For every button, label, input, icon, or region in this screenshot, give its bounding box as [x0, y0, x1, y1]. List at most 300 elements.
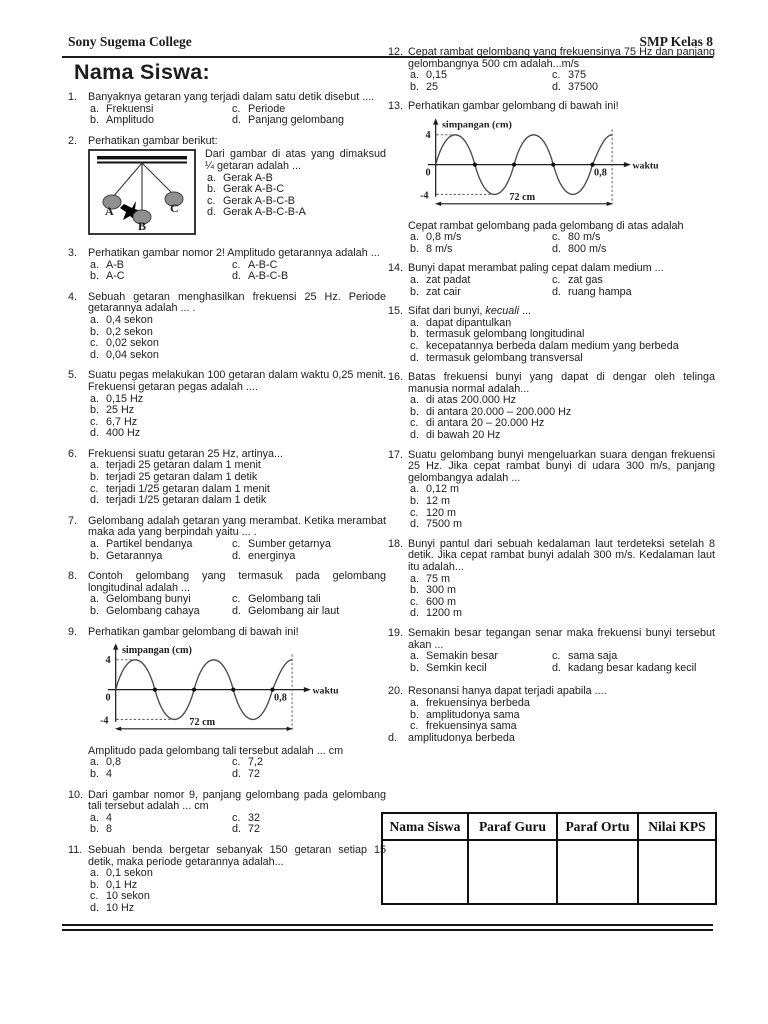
question-text: Resonansi hanya dapat terjadi apabila .... — [408, 685, 607, 698]
option-text: 0,15 Hz — [106, 392, 144, 405]
pendulum-diagram — [88, 149, 196, 235]
option — [408, 341, 715, 353]
option — [88, 551, 230, 563]
question — [388, 539, 715, 620]
options — [388, 696, 715, 744]
span-arrow-right-icon — [607, 202, 613, 206]
zero-crossing-dot — [192, 688, 196, 692]
option — [88, 824, 230, 836]
option-letter: d. — [232, 605, 242, 617]
option-text: 0,4 sekon — [106, 313, 153, 326]
option — [230, 271, 386, 283]
question-side-text: Dari gambar di atas yang dimaksud ¼ getaran adalah ... — [205, 148, 386, 172]
y-min-tick: -4 — [100, 715, 109, 727]
y-min-tick: -4 — [420, 190, 429, 202]
wave-graph — [418, 116, 658, 214]
option — [550, 275, 715, 287]
option-letter: c. — [410, 339, 419, 352]
table-header-cell: Paraf Ortu — [557, 813, 638, 840]
option-letter: c. — [232, 102, 241, 115]
question-number: 9. — [68, 625, 78, 638]
option-letter: b. — [410, 708, 420, 721]
option-letter: b. — [90, 549, 100, 562]
option-letter: c. — [232, 258, 241, 271]
option-text: sama saja — [568, 650, 618, 663]
x-axis-label: waktu — [632, 160, 658, 172]
question — [68, 516, 386, 562]
option-letter: b. — [410, 661, 420, 674]
option-letter: b. — [90, 270, 100, 283]
question-text: Semakin besar tegangan senar maka frekuensi bunyi tersebut akan ... — [408, 626, 715, 651]
x-axis-label: waktu — [312, 685, 338, 697]
option-letter: a. — [90, 867, 100, 880]
option-text: 32 — [248, 811, 261, 824]
option-letter: a. — [410, 231, 420, 244]
question-text-part: ... — [519, 305, 532, 318]
option-text: 300 m — [426, 584, 457, 597]
question-text: Perhatikan gambar berikut: — [88, 134, 218, 147]
question-text: Frekuensi suatu getaran 25 Hz, artinya... — [88, 447, 284, 460]
option-text: 12 m — [426, 495, 451, 508]
question-text — [408, 306, 715, 318]
option-letter: c. — [552, 69, 561, 82]
option-letter: b. — [410, 242, 420, 255]
option — [408, 232, 550, 244]
question-number: 8. — [68, 570, 78, 583]
option — [550, 82, 715, 94]
option-letter: d. — [552, 242, 562, 255]
question-number: 14. — [388, 262, 404, 275]
option-text: terjadi 25 getaran dalam 1 menit — [106, 459, 261, 472]
question — [68, 790, 386, 836]
option-letter: c. — [410, 506, 419, 519]
options — [205, 173, 386, 219]
option-letter: a. — [410, 483, 420, 496]
question-body — [408, 263, 715, 298]
question-number: 20. — [388, 685, 404, 698]
y-max-tick: 4 — [425, 129, 431, 141]
option-letter: d. — [410, 351, 420, 364]
option-letter: d. — [90, 427, 100, 440]
question-body — [408, 628, 715, 674]
option-text: Semkin kecil — [426, 661, 487, 674]
option — [88, 338, 386, 350]
option — [408, 244, 550, 256]
options — [88, 757, 386, 780]
option — [550, 232, 715, 244]
question-number: 19. — [388, 626, 404, 639]
question-body — [88, 449, 386, 507]
option-letter: c. — [410, 595, 419, 608]
question — [388, 306, 715, 364]
question-number: 3. — [68, 246, 78, 259]
option-text: zat padat — [426, 273, 471, 286]
zero-crossing-dot — [473, 162, 477, 166]
option-text: kecepatannya berbeda dalam medium yang berbeda — [426, 339, 679, 352]
option-letter: b. — [410, 584, 420, 597]
option — [230, 769, 386, 781]
option-letter: d. — [232, 823, 242, 836]
option-text: kadang besar kadang kecil — [568, 661, 697, 674]
option-text: Gerak A-B-C-B-A — [223, 206, 306, 219]
pendulum-figure — [88, 149, 196, 239]
ball-a-label: A — [105, 204, 114, 219]
option — [408, 287, 550, 299]
question-text: Sebuah getaran menghasilkan frekuensi 25 Hz. Periode getarannya adalah ... . — [88, 290, 386, 315]
option-text: di bawah 20 Hz — [426, 429, 501, 442]
option-text: 120 m — [426, 506, 457, 519]
option — [408, 519, 715, 531]
option — [408, 353, 715, 365]
option-text: di atas 200.000 Hz — [426, 394, 517, 407]
option-letter: a. — [90, 459, 100, 472]
option-letter: a. — [410, 394, 420, 407]
option-text: di antara 20 – 20.000 Hz — [426, 417, 545, 430]
option — [408, 430, 715, 442]
y-axis-arrow-icon — [433, 118, 438, 124]
student-name-label: Nama Siswa: — [74, 60, 210, 84]
question — [68, 845, 386, 915]
signature-table-header-row — [382, 813, 716, 840]
option — [408, 651, 550, 663]
option-text: 37500 — [568, 80, 599, 93]
option-letter: a. — [410, 69, 420, 82]
option-text: 800 m/s — [568, 242, 607, 255]
question — [388, 47, 715, 93]
question-text: Suatu gelombang bunyi mengeluarkan suara dengan frekuensi 25 Hz. Jika cepat rambat bunyi di udara 300 m/s, panjang gelombangya adalah ... — [408, 448, 715, 484]
option — [408, 608, 715, 620]
option-text: Gerak A-B-C — [223, 183, 285, 196]
option-letter: a. — [90, 538, 100, 551]
option-letter: d. — [410, 518, 420, 531]
option-letter: c. — [552, 273, 561, 286]
option-letter: a. — [90, 593, 100, 606]
question-number: 2. — [68, 134, 78, 147]
option-letter: c. — [207, 194, 216, 207]
question — [388, 686, 715, 744]
table-empty-cell — [468, 840, 557, 904]
option-text: 25 — [426, 80, 439, 93]
question — [388, 450, 715, 531]
option-letter: d. — [90, 348, 100, 361]
option-text: termasuk gelombang longitudinal — [426, 328, 585, 341]
x-end-tick: 0,8 — [274, 692, 287, 704]
option — [88, 903, 386, 915]
option-letter: c. — [232, 593, 241, 606]
option-letter: a. — [90, 811, 100, 824]
option — [88, 315, 386, 327]
option-text: Gelombang bunyi — [106, 593, 191, 606]
question-text: Perhatikan gambar gelombang di bawah ini! — [88, 625, 299, 638]
option-letter: a. — [90, 392, 100, 405]
option-text: 0,12 m — [426, 483, 460, 496]
question-post-text: Amplitudo pada gelombang tali tersebut adalah ... cm — [88, 744, 344, 757]
option-letter: d. — [232, 270, 242, 283]
option-letter: a. — [410, 650, 420, 663]
options — [88, 594, 386, 617]
option-letter: b. — [410, 285, 420, 298]
question — [68, 571, 386, 617]
question-text: Perhatikan gambar gelombang di bawah ini! — [408, 100, 619, 113]
question-body — [408, 47, 715, 93]
option — [408, 663, 550, 675]
option-letter: b. — [90, 878, 100, 891]
option-letter: b. — [90, 767, 100, 780]
option-text: Gerak A-B — [223, 171, 273, 184]
question-number: 16. — [388, 371, 404, 384]
option-letter: b. — [90, 114, 100, 127]
options — [88, 260, 386, 283]
question-number: 4. — [68, 290, 78, 303]
option — [230, 824, 386, 836]
option-text: A-B-C — [248, 258, 278, 271]
option-text: zat gas — [568, 273, 603, 286]
option — [88, 350, 386, 362]
option-text: 400 Hz — [106, 427, 141, 440]
question-text: Perhatikan gambar nomor 2! Amplitudo getarannya adalah ... — [88, 246, 380, 259]
option-text: 6,7 Hz — [106, 415, 138, 428]
options — [88, 394, 386, 440]
option-letter: b. — [90, 471, 100, 484]
option — [88, 495, 386, 507]
options — [408, 574, 715, 620]
option — [388, 733, 715, 745]
table-empty-cell — [557, 840, 638, 904]
question-body — [88, 370, 386, 440]
option-letter: c. — [90, 337, 99, 350]
question-number: 7. — [68, 514, 78, 527]
y-axis-label: simpangan (cm) — [121, 644, 192, 656]
right-column — [388, 47, 715, 752]
option-text: Panjang gelombang — [248, 114, 345, 127]
option-text: ruang hampa — [568, 285, 632, 298]
option-text: 0,8 m/s — [426, 231, 462, 244]
question-text: Sebuah benda bergetar sebanyak 150 getaran setiap 15 detik, maka periode getarannya adalah... — [88, 843, 386, 868]
option-text: 0,1 sekon — [106, 867, 153, 880]
option — [408, 698, 715, 710]
question-number: 12. — [388, 46, 404, 58]
question-text-part: Sifat dari bunyi, — [408, 305, 486, 318]
question-body — [88, 136, 386, 239]
span-arrow-left-icon — [115, 727, 121, 731]
question-body — [88, 248, 386, 283]
string-a — [112, 163, 142, 198]
figure-row — [88, 149, 386, 239]
question-body — [408, 101, 715, 255]
option-text: Amplitudo — [106, 114, 155, 127]
option-letter: c. — [232, 756, 241, 769]
options — [88, 315, 386, 361]
question-post-text: Cepat rambat gelombang pada gelombang di atas adalah — [408, 219, 684, 232]
option — [88, 115, 230, 127]
table-empty-cell — [382, 840, 468, 904]
option-text: 10 Hz — [106, 901, 135, 914]
option-text: dapat dipantulkan — [426, 316, 512, 329]
option — [88, 606, 230, 618]
origin-tick: 0 — [425, 167, 431, 179]
option-text: terjadi 1/25 getaran dalam 1 menit — [106, 482, 270, 495]
question-text: Banyaknya getaran yang terjadi dalam satu detik disebut .... — [88, 91, 375, 103]
left-column — [68, 92, 386, 924]
span-label: 72 cm — [509, 191, 536, 203]
origin-tick: 0 — [105, 692, 111, 704]
x-axis-arrow-icon — [624, 162, 631, 167]
question-number: 10. — [68, 788, 84, 801]
option-letter: d. — [232, 114, 242, 127]
option-text: frekuensinya sama — [426, 720, 517, 733]
class-label: SMP Kelas 8 — [639, 34, 713, 49]
option-letter: c. — [410, 720, 419, 733]
option-letter: c. — [90, 415, 99, 428]
span-label: 72 cm — [189, 717, 216, 729]
zero-crossing-dot — [270, 688, 274, 692]
option-letter: a. — [90, 313, 100, 326]
table-empty-cell — [638, 840, 716, 904]
question — [68, 370, 386, 440]
question-body — [88, 845, 386, 915]
option-letter: a. — [90, 258, 100, 271]
option-letter: a. — [207, 171, 217, 184]
x-end-tick: 0,8 — [594, 167, 607, 179]
option-text: energinya — [248, 549, 296, 562]
option-text: 25 Hz — [106, 404, 135, 417]
option-letter: b. — [90, 404, 100, 417]
option — [88, 539, 230, 551]
option-letter: b. — [90, 823, 100, 836]
option — [230, 539, 386, 551]
option — [550, 663, 715, 675]
question-body — [408, 450, 715, 531]
question-number: 15. — [388, 305, 404, 318]
signature-table-empty-row — [382, 840, 716, 904]
option-letter: b. — [90, 325, 100, 338]
question-number: 11. — [68, 843, 83, 856]
question-text-part: kecuali — [485, 305, 520, 318]
option — [550, 244, 715, 256]
ceiling-bar — [97, 156, 187, 159]
option-letter: d. — [410, 429, 420, 442]
option — [408, 82, 550, 94]
option — [408, 484, 715, 496]
question — [388, 628, 715, 674]
y-axis-arrow-icon — [113, 644, 118, 650]
options — [408, 395, 715, 441]
question-number: 6. — [68, 447, 78, 460]
option-text: 8 — [106, 823, 113, 836]
options — [408, 318, 715, 364]
wave-graph — [98, 641, 338, 739]
option — [88, 428, 386, 440]
question-number: 5. — [68, 369, 78, 382]
options — [408, 70, 715, 93]
question — [68, 449, 386, 507]
option-text: 75 m — [426, 572, 451, 585]
option-text: 0,15 — [426, 69, 448, 82]
option-letter: d. — [232, 767, 242, 780]
option-text: 4 — [106, 767, 113, 780]
option-text: 72 — [248, 823, 261, 836]
signature-table — [381, 812, 717, 905]
option — [205, 184, 386, 196]
option — [408, 721, 715, 733]
question — [388, 263, 715, 298]
option — [230, 115, 386, 127]
span-arrow-left-icon — [435, 202, 441, 206]
option — [550, 651, 715, 663]
zero-crossing-dot — [551, 162, 555, 166]
option-text: 8 m/s — [426, 242, 453, 255]
option-text: 0,1 Hz — [106, 878, 138, 891]
option-letter: c. — [90, 482, 99, 495]
option-text: 80 m/s — [568, 231, 601, 244]
option-letter: d. — [90, 901, 100, 914]
option-text: frekuensinya berbeda — [426, 696, 530, 709]
option-letter: a. — [90, 102, 100, 115]
option-text: 7500 m — [426, 518, 463, 531]
question — [68, 248, 386, 283]
span-arrow-right-icon — [287, 727, 293, 731]
options — [88, 868, 386, 914]
question-text: Suatu pegas melakukan 100 getaran dalam waktu 0,25 menit. Frekuensi getaran pegas adalah .... — [88, 369, 386, 393]
option-letter: a. — [410, 572, 420, 585]
wave-figure — [418, 116, 715, 218]
option-text: Gerak A-B-C-B — [223, 194, 295, 207]
option-letter: d. — [90, 494, 100, 507]
option-letter: c. — [552, 231, 561, 244]
question-text: Gelombang adalah getaran yang merambat. Ketika merambat maka ada yang berpindah yaitu ... . — [88, 514, 386, 539]
option-text: Getarannya — [106, 549, 163, 562]
question-text: Contoh gelombang yang termasuk pada gelombang longitudinal adalah ... — [88, 570, 386, 594]
option-text: A-C — [106, 270, 125, 283]
question-text: Bunyi dapat merambat paling cepat dalam medium ... — [408, 262, 664, 275]
option-letter: d. — [207, 206, 217, 219]
option-letter: d. — [552, 285, 562, 298]
table-header-cell: Paraf Guru — [468, 813, 557, 840]
question — [388, 372, 715, 442]
question-body — [88, 92, 386, 127]
option-text: 0,04 sekon — [106, 348, 159, 361]
option-text: amplitudonya berbeda — [408, 731, 515, 744]
options — [88, 460, 386, 506]
option-letter: c. — [90, 890, 99, 903]
question — [388, 101, 715, 255]
option-text: 375 — [568, 69, 587, 82]
option-letter: a. — [90, 756, 100, 769]
option-text: A-B-C-B — [248, 270, 289, 283]
question-number: 18. — [388, 537, 404, 550]
question-body — [408, 372, 715, 442]
option — [550, 287, 715, 299]
option — [408, 275, 550, 287]
option-text: 7,2 — [248, 756, 264, 769]
option-text: 0,02 sekon — [106, 337, 159, 350]
options — [408, 651, 715, 674]
question-number: 13. — [388, 100, 404, 113]
option — [88, 769, 230, 781]
option-letter: d. — [552, 80, 562, 93]
zero-crossing-dot — [590, 162, 594, 166]
option-text: terjadi 1/25 getaran dalam 1 detik — [106, 494, 267, 507]
question-text: Bunyi pantul dari sebuah kedalaman laut terdeteksi setelah 8 detik. Jika cepat rambat bunyi adalah 300 m/s. Kedalaman laut itu adalah... — [408, 537, 715, 573]
option — [230, 551, 386, 563]
option-letter: a. — [410, 273, 420, 286]
zero-crossing-dot — [512, 162, 516, 166]
zero-crossing-dot — [153, 688, 157, 692]
question-body — [88, 571, 386, 617]
string-c — [142, 163, 174, 195]
option-letter: b. — [410, 495, 420, 508]
option-text: Sumber getarnya — [248, 538, 331, 551]
